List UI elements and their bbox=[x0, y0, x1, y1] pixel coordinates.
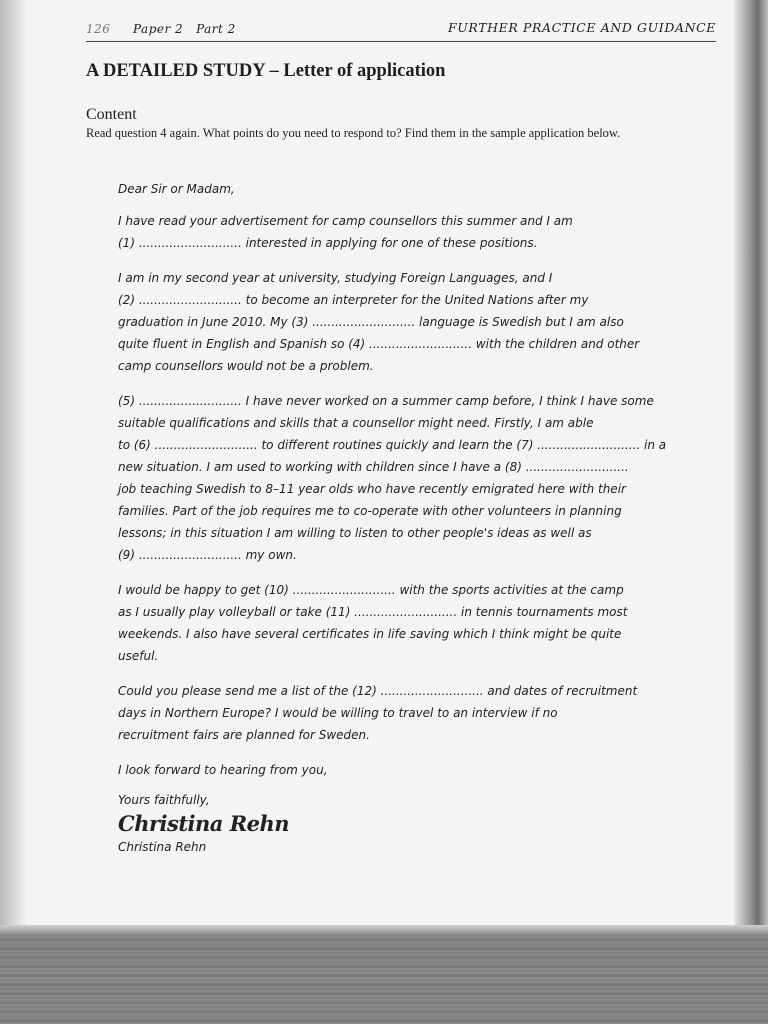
part-label: Paper 2 Part 2 bbox=[133, 22, 236, 36]
letter-line: families. Part of the job requires me to co-operate with other volunteers in planning bbox=[118, 504, 622, 518]
letter-line: weekends. I also have several certificates in life saving which I think might be quite bbox=[118, 627, 622, 641]
letter-paragraph bbox=[118, 267, 658, 377]
section-title: FURTHER PRACTICE AND GUIDANCE bbox=[448, 20, 716, 35]
scan-bottom-band bbox=[0, 925, 768, 1024]
letter-line: useful. bbox=[118, 649, 159, 663]
letter-line: recruitment fairs are planned for Sweden. bbox=[118, 728, 370, 742]
letter-line: as I usually play volleyball or take (11) ........................... in tennis tournaments most bbox=[118, 605, 628, 619]
scan-left-edge bbox=[0, 0, 26, 1024]
letter-line: quite fluent in English and Spanish so (4) ........................... with the children and other bbox=[118, 337, 640, 351]
letter-line: I have read your advertisement for camp counsellors this summer and I am bbox=[118, 214, 573, 228]
letter-paragraph bbox=[118, 579, 658, 667]
handwritten-signature: Christina Rehn bbox=[118, 811, 290, 836]
page-header bbox=[86, 20, 716, 42]
instruction-text: Read question 4 again. What points do you need to respond to? Find them in the sample application below. bbox=[86, 126, 621, 140]
printed-name: Christina Rehn bbox=[118, 840, 207, 854]
page-title: A DETAILED STUDY – Letter of application bbox=[86, 61, 446, 81]
letter-line: Could you please send me a list of the (12) ........................... and dates of recruitment bbox=[118, 684, 638, 698]
letter-line: (1) ........................... interested in applying for one of these positions. bbox=[118, 236, 538, 250]
letter-sign-off: Yours faithfully, bbox=[118, 793, 210, 807]
letter-paragraph bbox=[118, 390, 667, 566]
letter-line: to (6) ........................... to different routines quickly and learn the (7) ........................... in a bbox=[118, 438, 667, 452]
letter-line: days in Northern Europe? I would be willing to travel to an interview if no bbox=[118, 706, 558, 720]
content-subheading: Content bbox=[86, 106, 137, 123]
letter-line: new situation. I am used to working with children since I have a (8) ........................... bbox=[118, 460, 629, 474]
letter-line: I would be happy to get (10) ........................... with the sports activities at the camp bbox=[118, 583, 624, 597]
sample-letter bbox=[118, 178, 667, 858]
letter-line: I am in my second year at university, studying Foreign Languages, and I bbox=[118, 271, 553, 285]
letter-paragraph bbox=[118, 680, 658, 746]
letter-line: suitable qualifications and skills that a counsellor might need. Firstly, I am able bbox=[118, 416, 594, 430]
letter-line: (5) ........................... I have never worked on a summer camp before, I think I have some bbox=[118, 394, 654, 408]
letter-line: lessons; in this situation I am willing to listen to other people's ideas as well as bbox=[118, 526, 592, 540]
letter-line: camp counsellors would not be a problem. bbox=[118, 359, 374, 373]
letter-line: (9) ........................... my own. bbox=[118, 548, 297, 562]
letter-closing: I look forward to hearing from you, bbox=[118, 763, 328, 777]
page-number: 126 bbox=[86, 22, 111, 36]
header-rule bbox=[86, 41, 716, 42]
letter-line: graduation in June 2010. My (3) ........................... language is Swedish but I am also bbox=[118, 315, 624, 329]
letter-paragraph bbox=[118, 210, 658, 254]
scan-right-edge bbox=[734, 0, 768, 1024]
letter-salutation: Dear Sir or Madam, bbox=[118, 182, 235, 196]
letter-line: job teaching Swedish to 8–11 year olds who have recently emigrated here with their bbox=[118, 482, 626, 496]
letter-line: (2) ........................... to become an interpreter for the United Nations after my bbox=[118, 293, 589, 307]
